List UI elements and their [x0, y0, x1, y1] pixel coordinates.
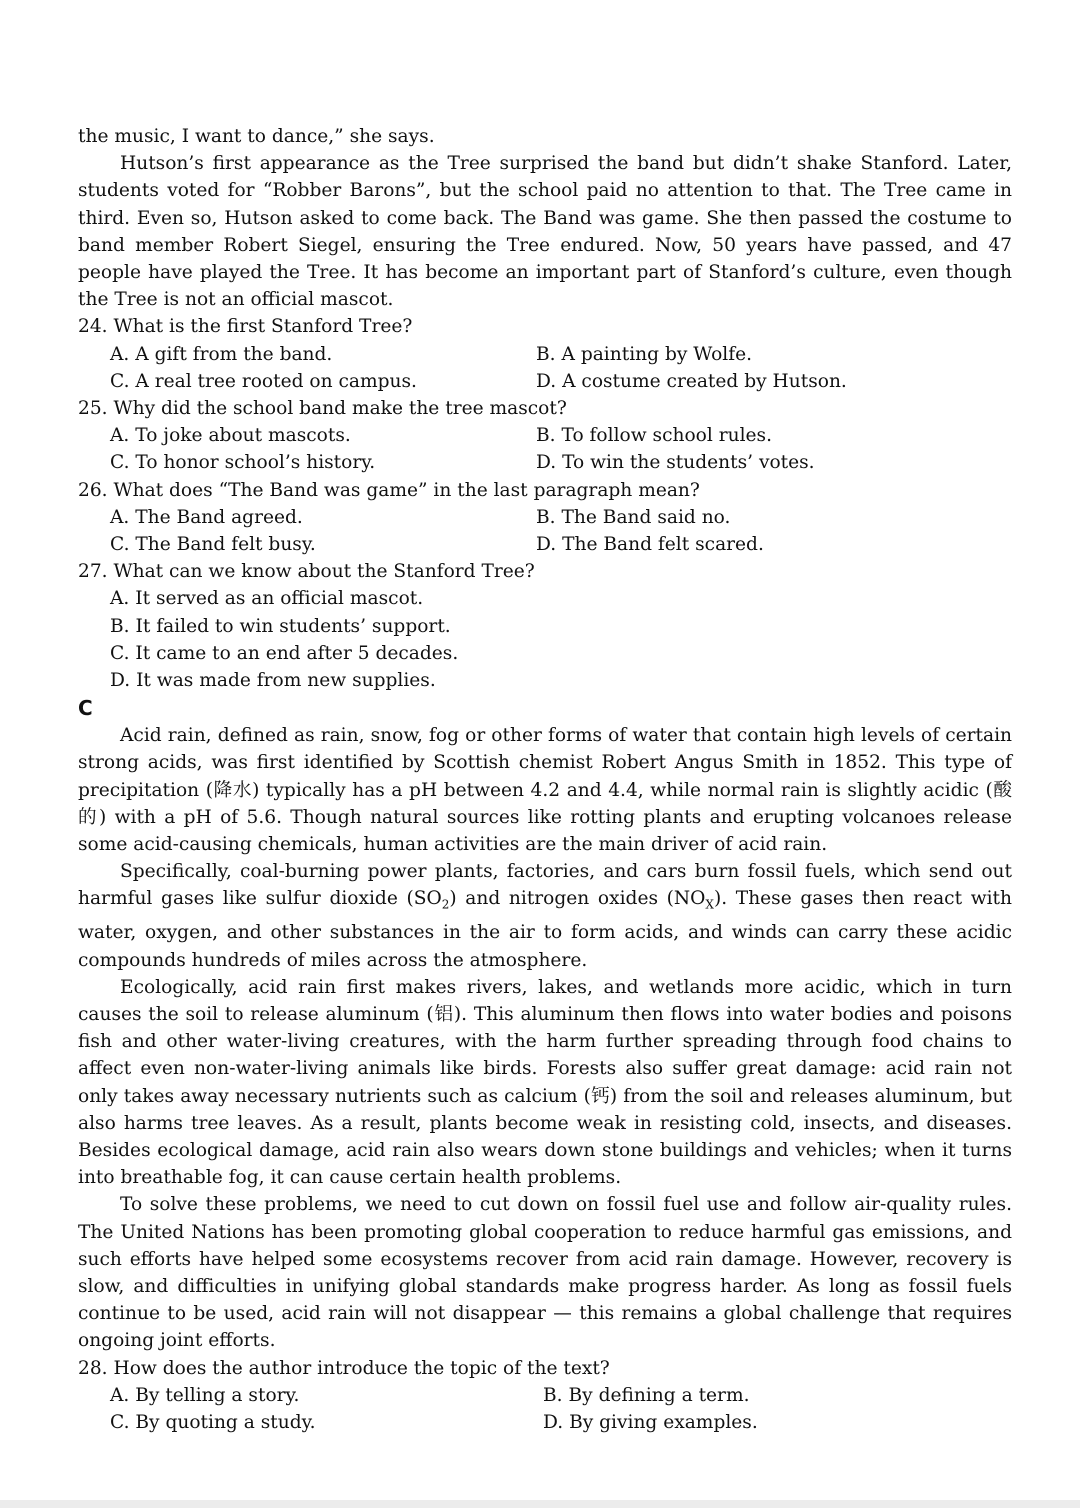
option-b: B. By defining a term. — [543, 1384, 750, 1406]
question-stem: 27. What can we know about the Stanford Tree? — [78, 561, 535, 583]
question-stem: 25. Why did the school band make the tree mascot? — [78, 398, 567, 420]
option-a: A. The Band agreed. — [110, 506, 303, 528]
options-list — [78, 585, 1012, 694]
option-a: A. A gift from the band. — [110, 343, 333, 365]
options-grid — [78, 422, 1012, 476]
question-stem: 26. What does “The Band was game” in the last paragraph mean? — [78, 479, 700, 501]
options-grid — [78, 504, 1012, 558]
paragraph-text: ). These gases then react with water, oxygen, and other substances in the air to form acids, and winds can carry these acidic compounds hundreds of miles across the atmosphere. — [78, 888, 1013, 971]
options-grid — [78, 341, 1012, 395]
paragraph-text: ) and nitrogen oxides (NO — [449, 888, 706, 910]
option-d: D. It was made from new supplies. — [110, 670, 436, 692]
passage-c-paragraph-2 — [78, 858, 1012, 974]
question-24 — [78, 313, 1012, 395]
scan-bottom-edge — [0, 1500, 1080, 1508]
option-c: C. A real tree rooted on campus. — [110, 370, 417, 392]
option-c: C. By quoting a study. — [110, 1412, 316, 1434]
passage-c-paragraph-3: Ecologically, acid rain first makes rivers, lakes, and wetlands more acidic, which in turn causes the soil to release aluminum (铝). This aluminum then flows into water bodies and poisons fish and other water-living creatures, with the harm further spreading through food chains to affect even non-water-living animals like birds. Forests also suffer great damage: acid rain not only takes away necessary nutrients such as calcium (钙) from the soil and releases aluminum, but also harms tree leaves. As a result, plants become weak in resisting cold, insects, and diseases. Besides ecological damage, acid rain also wears down stone buildings and vehicles; when it turns into breathable fog, it can cause certain health problems. — [78, 976, 1012, 1189]
option-c: C. To honor school’s history. — [110, 452, 376, 474]
question-26 — [78, 477, 1012, 559]
question-stem: 28. How does the author introduce the topic of the text? — [78, 1357, 610, 1379]
option-d: D. By giving examples. — [543, 1412, 758, 1434]
option-c: C. The Band felt busy. — [110, 534, 316, 556]
option-d: D. To win the students’ votes. — [536, 452, 815, 474]
options-grid — [78, 1382, 1012, 1436]
option-b: B. The Band said no. — [536, 506, 731, 528]
question-stem: 24. What is the first Stanford Tree? — [78, 316, 413, 338]
option-c: C. It came to an end after 5 decades. — [110, 642, 459, 664]
option-b: B. It failed to win students’ support. — [110, 615, 451, 637]
question-27 — [78, 558, 1012, 694]
option-d: D. A costume created by Hutson. — [536, 370, 847, 392]
section-c-heading: C — [78, 696, 93, 721]
question-25 — [78, 395, 1012, 477]
option-a: A. To joke about mascots. — [110, 425, 351, 447]
paragraph-text: Specifically, coal-burning power plants, factories, and cars burn fossil fuels, which send out harmful gases like sulfur dioxide (SO — [78, 861, 1012, 910]
option-b: B. A painting by Wolfe. — [536, 343, 753, 365]
passage-c-paragraph-4: To solve these problems, we need to cut down on fossil fuel use and follow air-quality rules. The United Nations has been promoting global cooperation to reduce harmful gas emissions, and such efforts have helped some ecosystems recover from acid rain damage. However, recovery is slow, and difficulties in unifying global standards make progress harder. As long as fossil fuels continue to be used, acid rain will not disappear — this remains a global challenge that requires ongoing joint efforts. — [78, 1194, 1012, 1352]
subscript: X — [705, 898, 714, 913]
passage-b-paragraph-2: Hutson’s first appearance as the Tree surprised the band but didn’t shake Stanford. Later, students voted for “Robber Barons”, but the school paid no attention to that. The Tree came in third. Even so, Hutson asked to come back. The Band was game. She then passed the costume to band member Robert Siegel, ensuring the Tree endured. Now, 50 years have passed, and 47 people have played the Tree. It has become an important part of Stanford’s culture, even though the Tree is not an official mascot. — [78, 153, 1012, 311]
option-a: A. By telling a story. — [110, 1384, 300, 1406]
option-b: B. To follow school rules. — [536, 425, 772, 447]
passage-c-paragraph-1: Acid rain, defined as rain, snow, fog or other forms of water that contain high levels of certain strong acids, was first identified by Scottish chemist Robert Angus Smith in 1852. This type of precipitation (降水) typically has a pH between 4.2 and 4.4, while normal rain is slightly acidic (酸的) with a pH of 5.6. Though natural sources like rotting plants and erupting volcanoes release some acid-causing chemicals, human activities are the main driver of acid rain. — [78, 725, 1012, 856]
option-a: A. It served as an official mascot. — [110, 588, 424, 610]
subscript: 2 — [441, 898, 450, 913]
option-d: D. The Band felt scared. — [536, 534, 764, 556]
question-28 — [78, 1355, 1012, 1437]
passage-b-paragraph-1: the music, I want to dance,” she says. — [78, 126, 435, 147]
